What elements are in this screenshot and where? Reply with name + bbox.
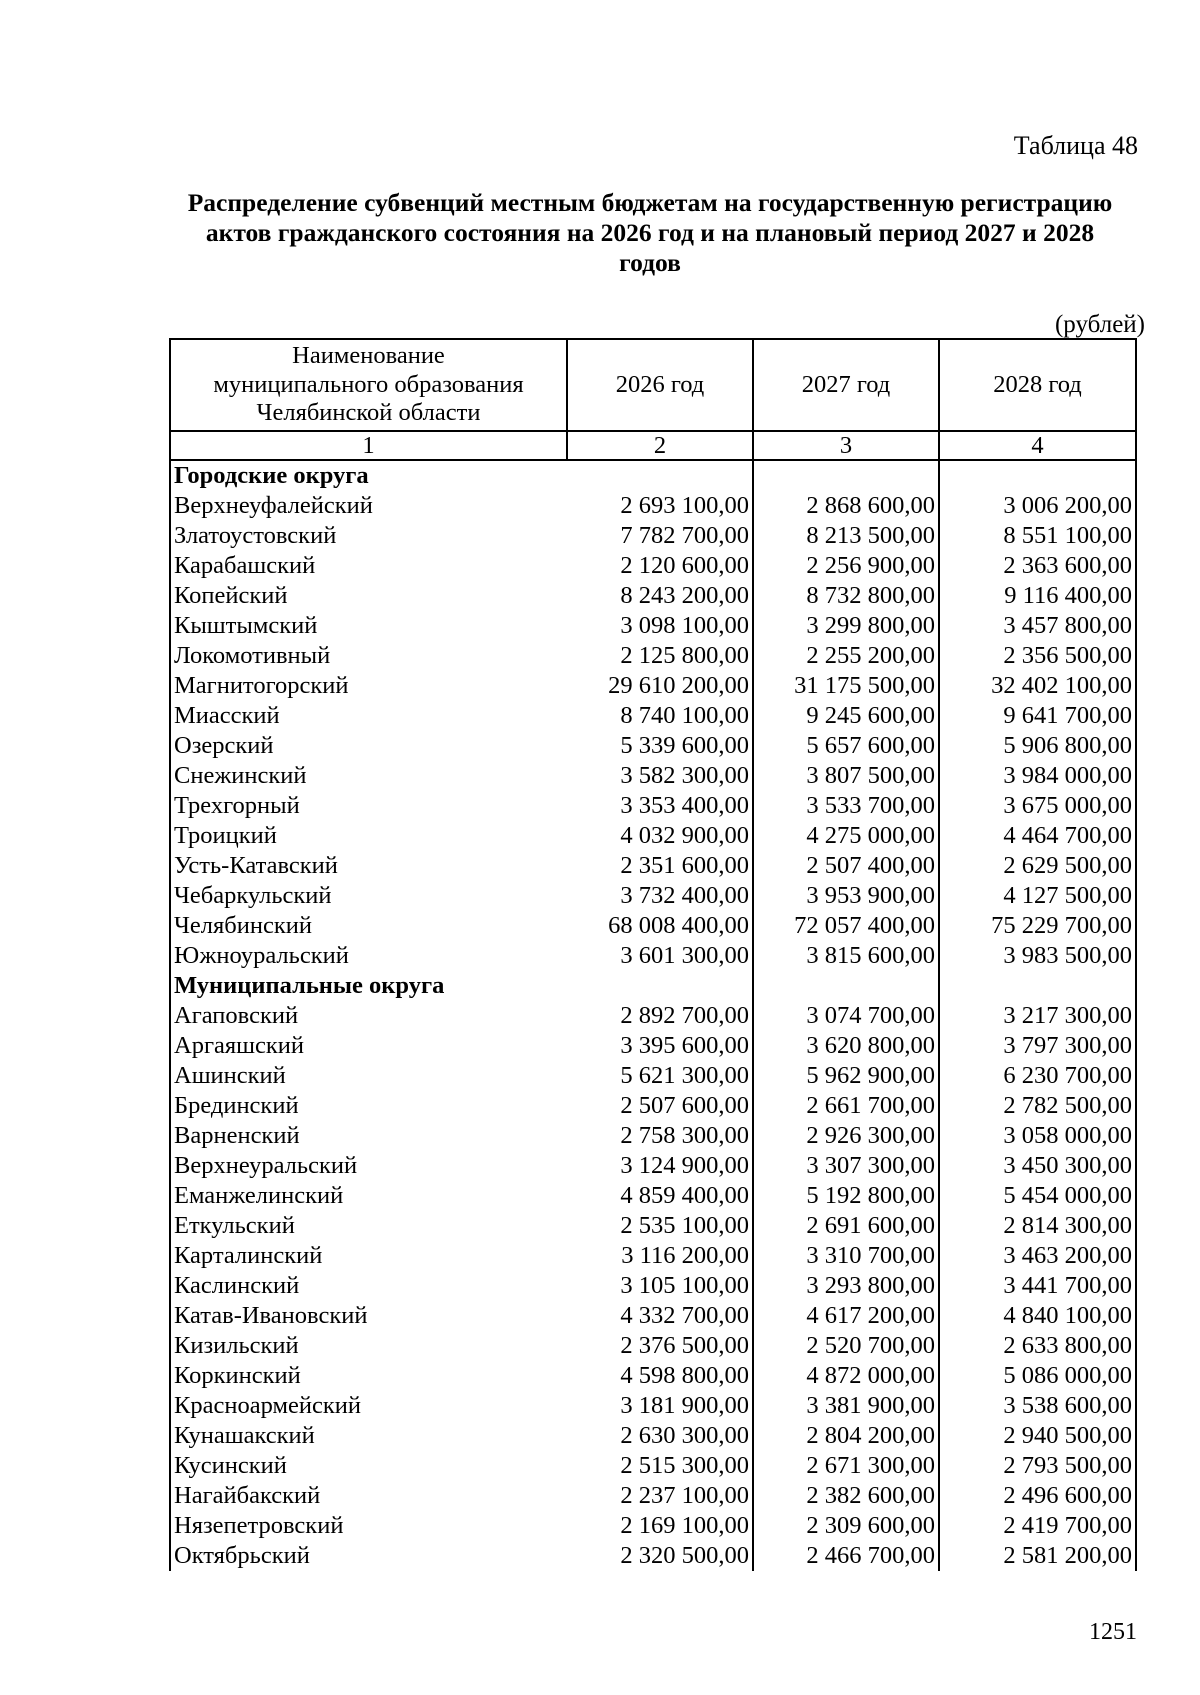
table-row — [170, 1451, 1136, 1481]
group-empty-cell — [753, 971, 939, 1001]
value-2028: 2 363 600,00 — [939, 551, 1136, 581]
municipality-name: Еманжелинский — [170, 1181, 567, 1211]
value-2028: 2 356 500,00 — [939, 641, 1136, 671]
municipality-name: Кунашакский — [170, 1421, 567, 1451]
group-empty-cell — [567, 971, 753, 1001]
value-2027: 2 520 700,00 — [753, 1331, 939, 1361]
value-2027: 3 074 700,00 — [753, 1001, 939, 1031]
value-2027: 3 293 800,00 — [753, 1271, 939, 1301]
subvention-table — [169, 338, 1137, 1571]
value-2026: 29 610 200,00 — [567, 671, 753, 701]
municipality-name: Карабашский — [170, 551, 567, 581]
municipality-name: Троицкий — [170, 821, 567, 851]
group-row — [170, 971, 1136, 1001]
value-2027: 2 868 600,00 — [753, 491, 939, 521]
table-row — [170, 1271, 1136, 1301]
value-2027: 72 057 400,00 — [753, 911, 939, 941]
municipality-name: Локомотивный — [170, 641, 567, 671]
value-2026: 2 376 500,00 — [567, 1331, 753, 1361]
table-row — [170, 1031, 1136, 1061]
municipality-name: Аргаяшский — [170, 1031, 567, 1061]
header-line: Челябинской области — [256, 399, 481, 427]
table-row — [170, 1391, 1136, 1421]
value-2027: 2 926 300,00 — [753, 1121, 939, 1151]
value-2027: 4 275 000,00 — [753, 821, 939, 851]
value-2028: 5 906 800,00 — [939, 731, 1136, 761]
title-line: Распределение субвенций местным бюджетам на государственную регистрацию — [187, 188, 1113, 217]
value-2028: 2 629 500,00 — [939, 851, 1136, 881]
value-2028: 4 464 700,00 — [939, 821, 1136, 851]
table-row — [170, 491, 1136, 521]
value-2027: 2 382 600,00 — [753, 1481, 939, 1511]
municipality-name: Миасский — [170, 701, 567, 731]
municipality-name: Чебаркульский — [170, 881, 567, 911]
value-2026: 3 601 300,00 — [567, 941, 753, 971]
value-2026: 3 732 400,00 — [567, 881, 753, 911]
municipality-name: Южноуральский — [170, 941, 567, 971]
value-2028: 3 463 200,00 — [939, 1241, 1136, 1271]
value-2027: 2 255 200,00 — [753, 641, 939, 671]
value-2028: 3 797 300,00 — [939, 1031, 1136, 1061]
column-number: 2 — [567, 431, 753, 460]
value-2026: 4 859 400,00 — [567, 1181, 753, 1211]
value-2027: 2 804 200,00 — [753, 1421, 939, 1451]
value-2028: 32 402 100,00 — [939, 671, 1136, 701]
column-number: 1 — [170, 431, 567, 460]
value-2028: 4 127 500,00 — [939, 881, 1136, 911]
value-2027: 3 815 600,00 — [753, 941, 939, 971]
value-2028: 2 814 300,00 — [939, 1211, 1136, 1241]
table-row — [170, 1241, 1136, 1271]
table-row — [170, 1481, 1136, 1511]
value-2027: 3 299 800,00 — [753, 611, 939, 641]
value-2027: 3 620 800,00 — [753, 1031, 939, 1061]
table-row — [170, 881, 1136, 911]
value-2027: 3 953 900,00 — [753, 881, 939, 911]
table-row — [170, 521, 1136, 551]
municipality-name: Кусинский — [170, 1451, 567, 1481]
value-2027: 3 381 900,00 — [753, 1391, 939, 1421]
table-row — [170, 1421, 1136, 1451]
value-2028: 3 441 700,00 — [939, 1271, 1136, 1301]
table-row — [170, 761, 1136, 791]
municipality-name: Каслинский — [170, 1271, 567, 1301]
value-2026: 3 395 600,00 — [567, 1031, 753, 1061]
value-2027: 8 732 800,00 — [753, 581, 939, 611]
table-row — [170, 641, 1136, 671]
municipality-name: Катав-Ивановский — [170, 1301, 567, 1331]
value-2026: 4 598 800,00 — [567, 1361, 753, 1391]
municipality-name: Верхнеуфалейский — [170, 491, 567, 521]
group-title: Муниципальные округа — [170, 971, 567, 1001]
value-2026: 2 320 500,00 — [567, 1541, 753, 1571]
header-2026: 2026 год — [567, 339, 753, 431]
municipality-name: Кизильский — [170, 1331, 567, 1361]
value-2027: 3 807 500,00 — [753, 761, 939, 791]
value-2028: 9 641 700,00 — [939, 701, 1136, 731]
municipality-name: Магнитогорский — [170, 671, 567, 701]
municipality-name: Агаповский — [170, 1001, 567, 1031]
value-2026: 4 332 700,00 — [567, 1301, 753, 1331]
value-2028: 5 454 000,00 — [939, 1181, 1136, 1211]
municipality-name: Еткульский — [170, 1211, 567, 1241]
table-row — [170, 581, 1136, 611]
value-2028: 3 058 000,00 — [939, 1121, 1136, 1151]
table-row — [170, 1061, 1136, 1091]
value-2027: 3 533 700,00 — [753, 791, 939, 821]
value-2028: 3 006 200,00 — [939, 491, 1136, 521]
value-2026: 2 535 100,00 — [567, 1211, 753, 1241]
value-2027: 2 691 600,00 — [753, 1211, 939, 1241]
municipality-name: Коркинский — [170, 1361, 567, 1391]
table-row — [170, 701, 1136, 731]
value-2027: 2 661 700,00 — [753, 1091, 939, 1121]
table-row — [170, 671, 1136, 701]
value-2026: 68 008 400,00 — [567, 911, 753, 941]
value-2026: 3 116 200,00 — [567, 1241, 753, 1271]
value-2026: 2 892 700,00 — [567, 1001, 753, 1031]
value-2028: 3 450 300,00 — [939, 1151, 1136, 1181]
group-row — [170, 460, 1136, 491]
municipality-name: Озерский — [170, 731, 567, 761]
value-2026: 3 353 400,00 — [567, 791, 753, 821]
header-2028: 2028 год — [939, 339, 1136, 431]
table-row — [170, 1541, 1136, 1571]
table-row — [170, 1211, 1136, 1241]
table-row — [170, 1331, 1136, 1361]
header-line: муниципального образования — [213, 370, 524, 398]
value-2027: 31 175 500,00 — [753, 671, 939, 701]
value-2028: 2 496 600,00 — [939, 1481, 1136, 1511]
value-2026: 4 032 900,00 — [567, 821, 753, 851]
value-2027: 8 213 500,00 — [753, 521, 939, 551]
value-2028: 2 581 200,00 — [939, 1541, 1136, 1571]
value-2027: 2 507 400,00 — [753, 851, 939, 881]
value-2028: 3 538 600,00 — [939, 1391, 1136, 1421]
value-2026: 3 105 100,00 — [567, 1271, 753, 1301]
municipality-name: Трехгорный — [170, 791, 567, 821]
value-2028: 75 229 700,00 — [939, 911, 1136, 941]
value-2026: 2 120 600,00 — [567, 551, 753, 581]
table-row — [170, 1091, 1136, 1121]
value-2026: 2 515 300,00 — [567, 1451, 753, 1481]
value-2028: 3 983 500,00 — [939, 941, 1136, 971]
value-2026: 3 124 900,00 — [567, 1151, 753, 1181]
value-2027: 2 256 900,00 — [753, 551, 939, 581]
municipality-name: Усть-Катавский — [170, 851, 567, 881]
value-2026: 5 621 300,00 — [567, 1061, 753, 1091]
group-empty-cell — [753, 460, 939, 491]
value-2027: 3 307 300,00 — [753, 1151, 939, 1181]
value-2027: 5 962 900,00 — [753, 1061, 939, 1091]
value-2028: 3 457 800,00 — [939, 611, 1136, 641]
municipality-name: Верхнеуральский — [170, 1151, 567, 1181]
value-2026: 3 098 100,00 — [567, 611, 753, 641]
value-2027: 2 671 300,00 — [753, 1451, 939, 1481]
value-2026: 2 693 100,00 — [567, 491, 753, 521]
table-row — [170, 1151, 1136, 1181]
page-number: 1251 — [1089, 1619, 1137, 1645]
group-empty-cell — [939, 971, 1136, 1001]
column-number: 3 — [753, 431, 939, 460]
header-line: Наименование — [292, 342, 445, 370]
municipality-name: Нязепетровский — [170, 1511, 567, 1541]
value-2028: 8 551 100,00 — [939, 521, 1136, 551]
value-2026: 8 243 200,00 — [567, 581, 753, 611]
table-row — [170, 911, 1136, 941]
value-2027: 9 245 600,00 — [753, 701, 939, 731]
table-row — [170, 791, 1136, 821]
column-number-row — [170, 431, 1136, 460]
value-2026: 2 507 600,00 — [567, 1091, 753, 1121]
value-2028: 4 840 100,00 — [939, 1301, 1136, 1331]
group-empty-cell — [939, 460, 1136, 491]
value-2026: 3 582 300,00 — [567, 761, 753, 791]
table-label: Таблица 48 — [1013, 131, 1138, 160]
municipality-name: Карталинский — [170, 1241, 567, 1271]
value-2026: 2 125 800,00 — [567, 641, 753, 671]
municipality-name: Снежинский — [170, 761, 567, 791]
value-2028: 6 230 700,00 — [939, 1061, 1136, 1091]
municipality-name: Красноармейский — [170, 1391, 567, 1421]
header-2027: 2027 год — [753, 339, 939, 431]
municipality-name: Златоустовский — [170, 521, 567, 551]
table-row — [170, 731, 1136, 761]
header-row — [170, 339, 1136, 431]
value-2028: 3 217 300,00 — [939, 1001, 1136, 1031]
value-2028: 2 633 800,00 — [939, 1331, 1136, 1361]
value-2026: 2 630 300,00 — [567, 1421, 753, 1451]
table-row — [170, 821, 1136, 851]
municipality-name: Ашинский — [170, 1061, 567, 1091]
column-number: 4 — [939, 431, 1136, 460]
value-2026: 3 181 900,00 — [567, 1391, 753, 1421]
table-row — [170, 1121, 1136, 1151]
table-row — [170, 1001, 1136, 1031]
table-row — [170, 1301, 1136, 1331]
municipality-name: Нагайбакский — [170, 1481, 567, 1511]
value-2028: 9 116 400,00 — [939, 581, 1136, 611]
value-2026: 2 237 100,00 — [567, 1481, 753, 1511]
value-2028: 5 086 000,00 — [939, 1361, 1136, 1391]
table-row — [170, 941, 1136, 971]
value-2027: 2 309 600,00 — [753, 1511, 939, 1541]
value-2028: 2 793 500,00 — [939, 1451, 1136, 1481]
title-line: годов — [619, 248, 681, 277]
group-empty-cell — [567, 460, 753, 491]
group-title: Городские округа — [170, 460, 567, 491]
value-2028: 2 419 700,00 — [939, 1511, 1136, 1541]
units-label: (рублей) — [1054, 311, 1145, 338]
table-body — [170, 460, 1136, 1571]
value-2027: 2 466 700,00 — [753, 1541, 939, 1571]
table-row — [170, 851, 1136, 881]
value-2026: 7 782 700,00 — [567, 521, 753, 551]
table-row — [170, 1361, 1136, 1391]
value-2026: 5 339 600,00 — [567, 731, 753, 761]
value-2028: 3 984 000,00 — [939, 761, 1136, 791]
value-2028: 2 782 500,00 — [939, 1091, 1136, 1121]
municipality-name: Челябинский — [170, 911, 567, 941]
table-row — [170, 611, 1136, 641]
value-2026: 2 351 600,00 — [567, 851, 753, 881]
value-2026: 8 740 100,00 — [567, 701, 753, 731]
value-2027: 4 872 000,00 — [753, 1361, 939, 1391]
municipality-name: Копейский — [170, 581, 567, 611]
value-2027: 3 310 700,00 — [753, 1241, 939, 1271]
value-2027: 4 617 200,00 — [753, 1301, 939, 1331]
value-2028: 3 675 000,00 — [939, 791, 1136, 821]
municipality-name: Октябрьский — [170, 1541, 567, 1571]
value-2027: 5 657 600,00 — [753, 731, 939, 761]
header-municipality — [170, 339, 567, 431]
table-row — [170, 1181, 1136, 1211]
table-row — [170, 1511, 1136, 1541]
municipality-name: Варненский — [170, 1121, 567, 1151]
value-2027: 5 192 800,00 — [753, 1181, 939, 1211]
value-2026: 2 758 300,00 — [567, 1121, 753, 1151]
title-line: актов гражданского состояния на 2026 год и на плановый период 2027 и 2028 — [205, 218, 1095, 247]
value-2026: 2 169 100,00 — [567, 1511, 753, 1541]
page-title — [150, 188, 1150, 278]
value-2028: 2 940 500,00 — [939, 1421, 1136, 1451]
municipality-name: Кыштымский — [170, 611, 567, 641]
municipality-name: Брединский — [170, 1091, 567, 1121]
table-row — [170, 551, 1136, 581]
